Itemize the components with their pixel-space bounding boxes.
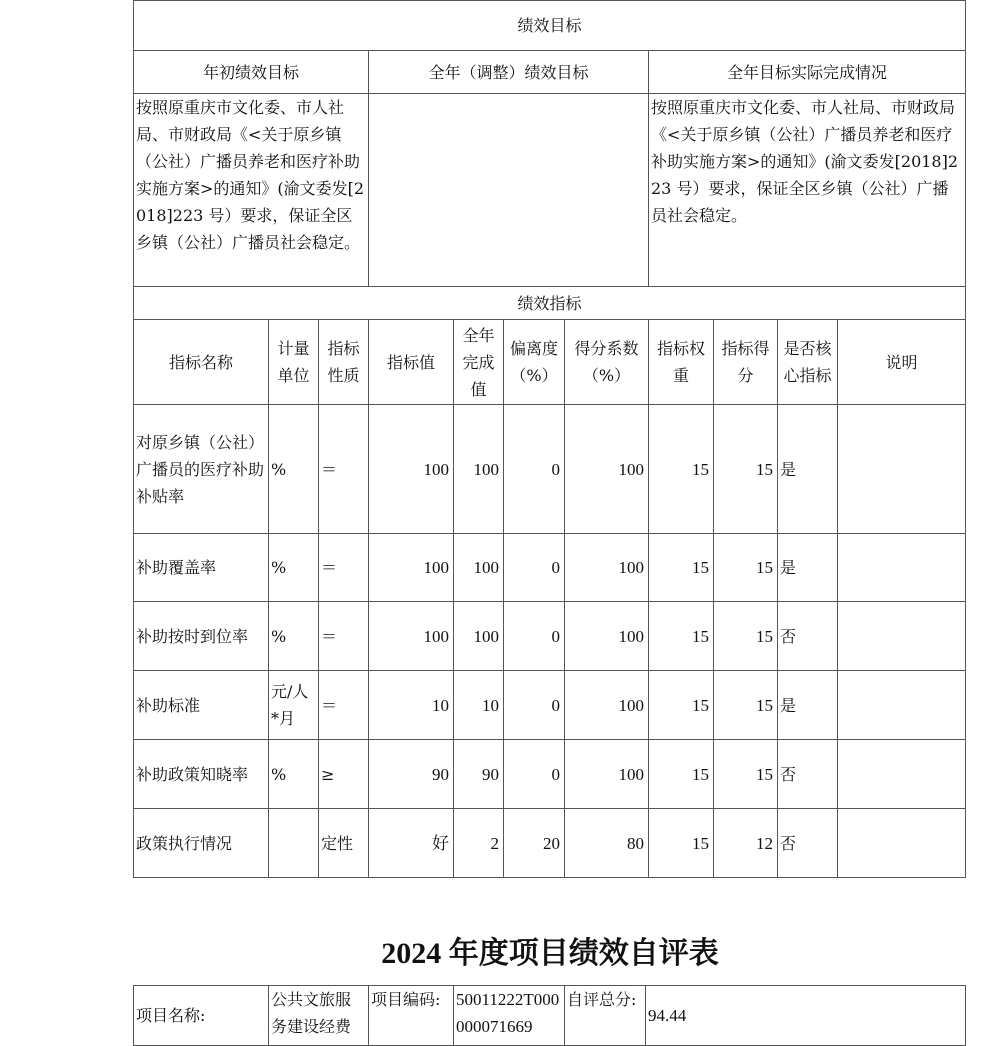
indicator-coefficient: 100 <box>565 534 649 602</box>
indicator-deviation: 20 <box>504 809 565 878</box>
indicator-note <box>838 405 966 534</box>
col-header-coefficient: 得分系数（%） <box>565 320 649 405</box>
indicators-header-row <box>134 320 966 405</box>
indicator-row <box>134 602 966 671</box>
indicator-core: 否 <box>778 740 838 809</box>
header-initial-goal: 年初绩效目标 <box>134 51 369 94</box>
indicator-core: 是 <box>778 405 838 534</box>
indicator-target: 好 <box>369 809 454 878</box>
indicator-score: 15 <box>714 740 778 809</box>
indicator-note <box>838 809 966 878</box>
indicator-score: 15 <box>714 671 778 740</box>
project-name-label: 项目名称: <box>134 986 269 1046</box>
indicator-deviation: 0 <box>504 671 565 740</box>
adjusted-goal-text <box>369 94 649 287</box>
initial-goal-text: 按照原重庆市文化委、市人社局、市财政局《<关于原乡镇（公社）广播员养老和医疗补助实施方案>的通知》(渝文委发[2018]223 号）要求，保证全区乡镇（公社）广播员社会稳定。 <box>134 94 369 287</box>
indicator-note <box>838 534 966 602</box>
indicator-name: 补助覆盖率 <box>134 534 269 602</box>
col-header-weight: 指标权重 <box>649 320 714 405</box>
indicator-score: 15 <box>714 602 778 671</box>
performance-table <box>133 0 966 878</box>
indicator-unit <box>269 809 319 878</box>
indicator-name: 补助按时到位率 <box>134 602 269 671</box>
header-adjusted-goal: 全年（调整）绩效目标 <box>369 51 649 94</box>
indicator-nature: 定性 <box>319 809 369 878</box>
indicator-actual: 100 <box>454 534 504 602</box>
indicator-coefficient: 100 <box>565 740 649 809</box>
indicator-target: 100 <box>369 602 454 671</box>
indicator-row <box>134 740 966 809</box>
indicator-note <box>838 671 966 740</box>
indicator-score: 15 <box>714 405 778 534</box>
indicator-actual: 10 <box>454 671 504 740</box>
total-score-value: 94.44 <box>646 986 966 1046</box>
indicator-coefficient: 100 <box>565 602 649 671</box>
indicator-weight: 15 <box>649 602 714 671</box>
indicator-row <box>134 534 966 602</box>
indicator-score: 12 <box>714 809 778 878</box>
indicator-nature: ＝ <box>319 534 369 602</box>
indicator-note <box>838 740 966 809</box>
indicator-actual: 100 <box>454 405 504 534</box>
indicator-deviation: 0 <box>504 602 565 671</box>
indicator-nature: ＝ <box>319 671 369 740</box>
goals-section-title: 绩效目标 <box>134 1 966 51</box>
indicator-unit: % <box>269 534 319 602</box>
indicator-weight: 15 <box>649 534 714 602</box>
indicator-nature: ≥ <box>319 740 369 809</box>
indicator-score: 15 <box>714 534 778 602</box>
indicator-core: 是 <box>778 671 838 740</box>
indicator-row <box>134 809 966 878</box>
indicator-coefficient: 80 <box>565 809 649 878</box>
form-title: 2024 年度项目绩效自评表 <box>381 937 719 970</box>
total-score-label: 自评总分: <box>565 986 646 1046</box>
indicator-actual: 100 <box>454 602 504 671</box>
col-header-deviation: 偏离度（%） <box>504 320 565 405</box>
indicator-deviation: 0 <box>504 534 565 602</box>
indicators-section-title: 绩效指标 <box>134 287 966 320</box>
indicator-core: 否 <box>778 809 838 878</box>
indicator-core: 是 <box>778 534 838 602</box>
indicator-core: 否 <box>778 602 838 671</box>
indicator-name: 补助标准 <box>134 671 269 740</box>
col-header-name: 指标名称 <box>134 320 269 405</box>
indicator-nature: ＝ <box>319 602 369 671</box>
indicator-row <box>134 405 966 534</box>
indicator-name: 补助政策知晓率 <box>134 740 269 809</box>
indicator-weight: 15 <box>649 740 714 809</box>
col-header-unit: 计量单位 <box>269 320 319 405</box>
actual-completion-text: 按照原重庆市文化委、市人社局、市财政局《<关于原乡镇（公社）广播员养老和医疗补助实施方案>的通知》(渝文委发[2018]223 号）要求，保证全区乡镇（公社）广播员社会稳定。 <box>649 94 966 287</box>
indicator-unit: % <box>269 740 319 809</box>
indicator-target: 10 <box>369 671 454 740</box>
indicator-unit: 元/人*月 <box>269 671 319 740</box>
indicator-name: 政策执行情况 <box>134 809 269 878</box>
indicator-target: 90 <box>369 740 454 809</box>
col-header-core: 是否核心指标 <box>778 320 838 405</box>
indicator-unit: % <box>269 602 319 671</box>
col-header-note: 说明 <box>838 320 966 405</box>
indicator-row <box>134 671 966 740</box>
indicator-weight: 15 <box>649 809 714 878</box>
indicator-weight: 15 <box>649 405 714 534</box>
indicator-note <box>838 602 966 671</box>
indicator-nature: ＝ <box>319 405 369 534</box>
col-header-actual: 全年完成值 <box>454 320 504 405</box>
project-info-table <box>133 985 966 1046</box>
indicator-weight: 15 <box>649 671 714 740</box>
indicator-name: 对原乡镇（公社）广播员的医疗补助补贴率 <box>134 405 269 534</box>
col-header-score: 指标得分 <box>714 320 778 405</box>
indicator-actual: 2 <box>454 809 504 878</box>
indicator-target: 100 <box>369 534 454 602</box>
indicator-unit: % <box>269 405 319 534</box>
indicator-actual: 90 <box>454 740 504 809</box>
project-name-value: 公共文旅服务建设经费 <box>269 986 369 1046</box>
indicator-target: 100 <box>369 405 454 534</box>
indicator-deviation: 0 <box>504 405 565 534</box>
col-header-nature: 指标性质 <box>319 320 369 405</box>
header-actual-completion: 全年目标实际完成情况 <box>649 51 966 94</box>
col-header-target: 指标值 <box>369 320 454 405</box>
project-code-label: 项目编码: <box>369 986 454 1046</box>
indicator-coefficient: 100 <box>565 671 649 740</box>
indicator-coefficient: 100 <box>565 405 649 534</box>
project-code-value: 50011222T000000071669 <box>454 986 565 1046</box>
indicator-deviation: 0 <box>504 740 565 809</box>
